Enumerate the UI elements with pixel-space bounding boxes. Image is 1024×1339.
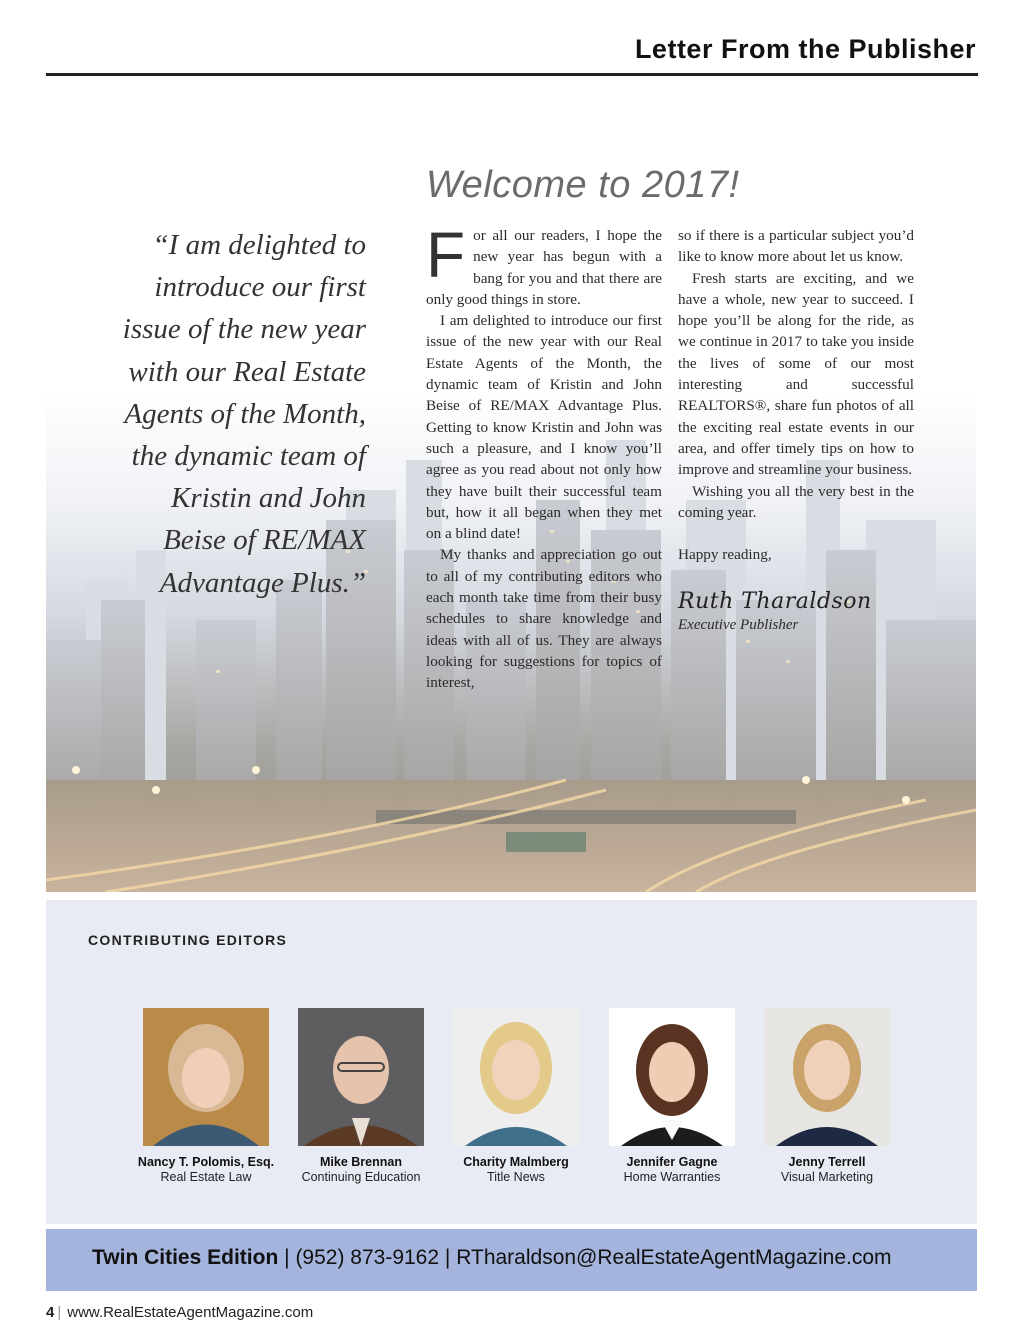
editor-role: Real Estate Law: [160, 1170, 252, 1184]
pull-quote: “I am delighted to introduce our first issue of the new year with our Real Estate Agents of the Month, the dynamic team of Kristin and John Beise of RE/MAX Advantage Plus.”: [122, 229, 366, 599]
contact-phone[interactable]: (952) 873-9162: [295, 1246, 440, 1269]
editor-photo: [143, 1008, 269, 1146]
editor-card: [281, 1008, 441, 1184]
editor-card: [126, 1008, 286, 1184]
editor-photo: [609, 1008, 735, 1146]
article-column-2: [678, 225, 914, 635]
contributing-editors-panel: [46, 900, 977, 1224]
contributing-editors-label: CONTRIBUTING EDITORS: [88, 932, 288, 948]
editor-name: Nancy T. Polomis, Esq.: [137, 1155, 275, 1169]
edition-contact-bar: [46, 1229, 977, 1291]
article-column-1: [426, 219, 662, 694]
title-rule: [46, 73, 978, 76]
article-title: Welcome to 2017!: [426, 164, 740, 206]
editor-role: Visual Marketing: [780, 1170, 874, 1184]
editor-role: Home Warranties: [623, 1170, 721, 1184]
section-title: Letter From the Publisher: [634, 34, 976, 64]
editor-role: Title News: [487, 1170, 545, 1184]
editor-card: [436, 1008, 596, 1184]
edition-separator: |: [444, 1246, 451, 1269]
paragraph-3: My thanks and appreciation go out to all of my contributing editors who each month take time from their busy schedules to share knowledge and ideas with all of us. They are always looking for suggestions for topics of interest,: [426, 546, 662, 692]
contact-email[interactable]: RTharaldson@RealEstateAgentMagazine.com: [456, 1246, 892, 1269]
page-number: 4: [46, 1304, 55, 1321]
editor-card: [747, 1008, 907, 1184]
editor-name: Jennifer Gagne: [626, 1155, 718, 1169]
closing-line: Happy reading,: [678, 546, 772, 564]
paragraph-6: Wishing you all the very best in the coming year.: [678, 482, 914, 521]
editor-role: Continuing Education: [301, 1170, 421, 1184]
paragraph-4: so if there is a particular subject you’d like to know more about let us know.: [678, 227, 914, 266]
paragraph-1: For all our readers, I hope the new year has begun with a bang for you and that there are only good things in store.: [426, 219, 662, 308]
signer-title: Executive Publisher: [678, 617, 799, 634]
editor-card: [592, 1008, 752, 1184]
drop-cap: F: [426, 219, 466, 291]
edition-name: Twin Cities Edition: [92, 1246, 279, 1269]
website-link[interactable]: www.RealEstateAgentMagazine.com: [67, 1304, 314, 1321]
page-footer: [46, 1304, 313, 1321]
paragraph-5: Fresh starts are exciting, and we have a whole, new year to succeed. I hope you’ll be along for the ride, as we continue in 2017 to take you inside the lives of some of our most interesting and successful REALTORS®, share fun photos of all the exciting real estate events in our area, and offer timely tips on how to improve and streamline your business.: [678, 269, 914, 479]
paragraph-2: I am delighted to introduce our first issue of the new year with our Real Estate Agents of the Month, the dynamic team of Kristin and John Beise of RE/MAX Advantage Plus. Getting to know Kristin and John was such a pleasure, and I know you’ll agree as you read about not only how they have built their successful team but, how it all began when they met on a blind date!: [426, 312, 662, 543]
editor-name: Charity Malmberg: [463, 1155, 569, 1169]
editor-photo: [298, 1008, 424, 1146]
signature: Ruth Tharaldson: [678, 589, 872, 615]
editor-photo: [453, 1008, 579, 1146]
editor-name: Mike Brennan: [320, 1155, 402, 1169]
edition-separator: |: [284, 1246, 290, 1269]
footer-separator: |: [57, 1304, 62, 1321]
city-skyline-photo: [46, 80, 976, 892]
editor-name: Jenny Terrell: [788, 1155, 866, 1169]
editor-photo: [764, 1008, 890, 1146]
